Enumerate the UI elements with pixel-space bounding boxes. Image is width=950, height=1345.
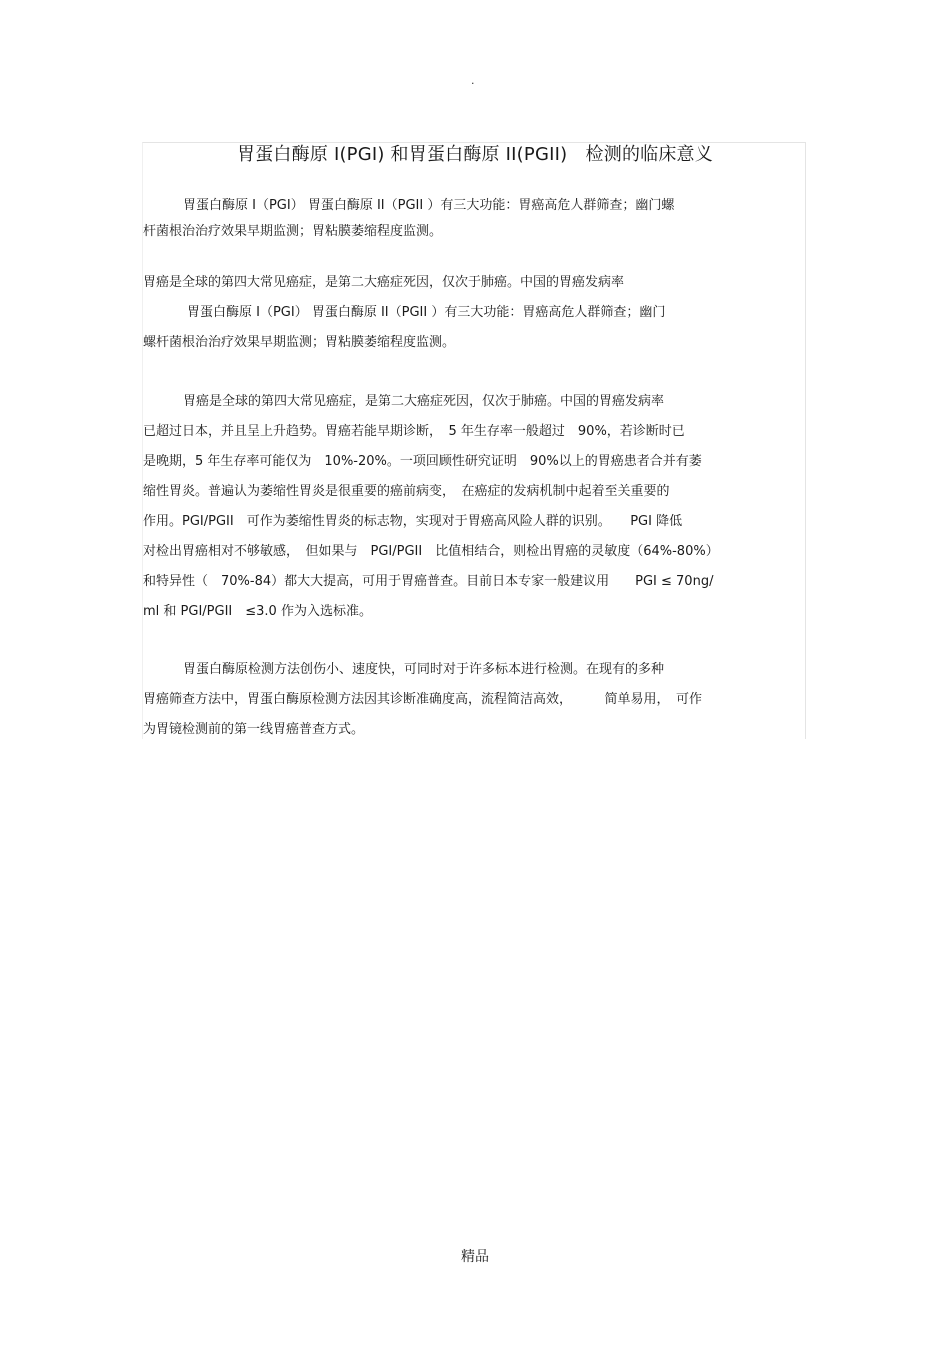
document-title: 胃蛋白酶原 I(PGI) 和胃蛋白酶原 II(PGII) 检测的临床意义 <box>237 144 713 165</box>
paragraph-line: 胃蛋白酶原检测方法创伤小、速度快，可同时对于许多标本进行检测。在现有的多种 <box>183 662 665 677</box>
paragraph-line: 已超过日本，并且呈上升趋势。胃癌若能早期诊断， 5 年生存率一般超过 90%，若诊断时已 <box>143 424 685 439</box>
document-body <box>142 142 806 739</box>
paragraph-epidemiology <box>143 387 807 627</box>
paragraph-line: 胃蛋白酶原 I（PGI） 胃蛋白酶原 II（PGII ）有三大功能：胃癌高危人群筛查；幽门 <box>187 305 666 320</box>
paragraph-functions <box>143 193 807 245</box>
paragraph-line: 为胃镜检测前的第一线胃癌普查方式。 <box>143 722 365 737</box>
header-dot: . <box>471 74 475 87</box>
paragraph-line: 杆菌根治治疗效果早期监测；胃粘膜萎缩程度监测。 <box>143 224 443 239</box>
footer-label: 精品 <box>461 1249 489 1265</box>
paragraph-line: 缩性胃炎。普遍认为萎缩性胃炎是很重要的癌前病变， 在癌症的发病机制中起着至关重要的 <box>143 484 670 499</box>
paragraph-line: 螺杆菌根治治疗效果早期监测；胃粘膜萎缩程度监测。 <box>143 335 456 350</box>
paragraph-line: 和特异性（ 70%-84）都大大提高，可用于胃癌普查。目前日本专家一般建议用 PGI ≤ 70ng/ <box>143 574 714 589</box>
paragraph-line: 作用。PGI/PGII 可作为萎缩性胃炎的标志物，实现对于胃癌高风险人群的识别。 PGI 降低 <box>143 514 683 529</box>
paragraph-line: ml 和 PGI/PGII ≤3.0 作为入选标准。 <box>143 604 372 619</box>
paragraph-line: 胃癌是全球的第四大常见癌症，是第二大癌症死因，仅次于肺癌。中国的胃癌发病率 <box>143 275 625 290</box>
paragraph-line: 胃癌是全球的第四大常见癌症，是第二大癌症死因，仅次于肺癌。中国的胃癌发病率 <box>183 394 665 409</box>
paragraph-line: 胃癌筛查方法中，胃蛋白酶原检测方法因其诊断准确度高，流程简洁高效， 简单易用， 可作 <box>143 692 703 707</box>
paragraph-line: 是晚期，5 年生存率可能仅为 10%-20%。一项回顾性研究证明 90%以上的胃癌患者合并有萎 <box>143 454 702 469</box>
paragraph-repeated <box>143 268 807 358</box>
paragraph-method <box>143 655 807 745</box>
paragraph-line: 对检出胃癌相对不够敏感， 但如果与 PGI/PGII 比值相结合，则检出胃癌的灵敏度（64%-80%） <box>143 544 719 559</box>
paragraph-line: 胃蛋白酶原 I（PGI） 胃蛋白酶原 II（PGII ）有三大功能：胃癌高危人群筛查；幽门螺 <box>183 198 675 213</box>
